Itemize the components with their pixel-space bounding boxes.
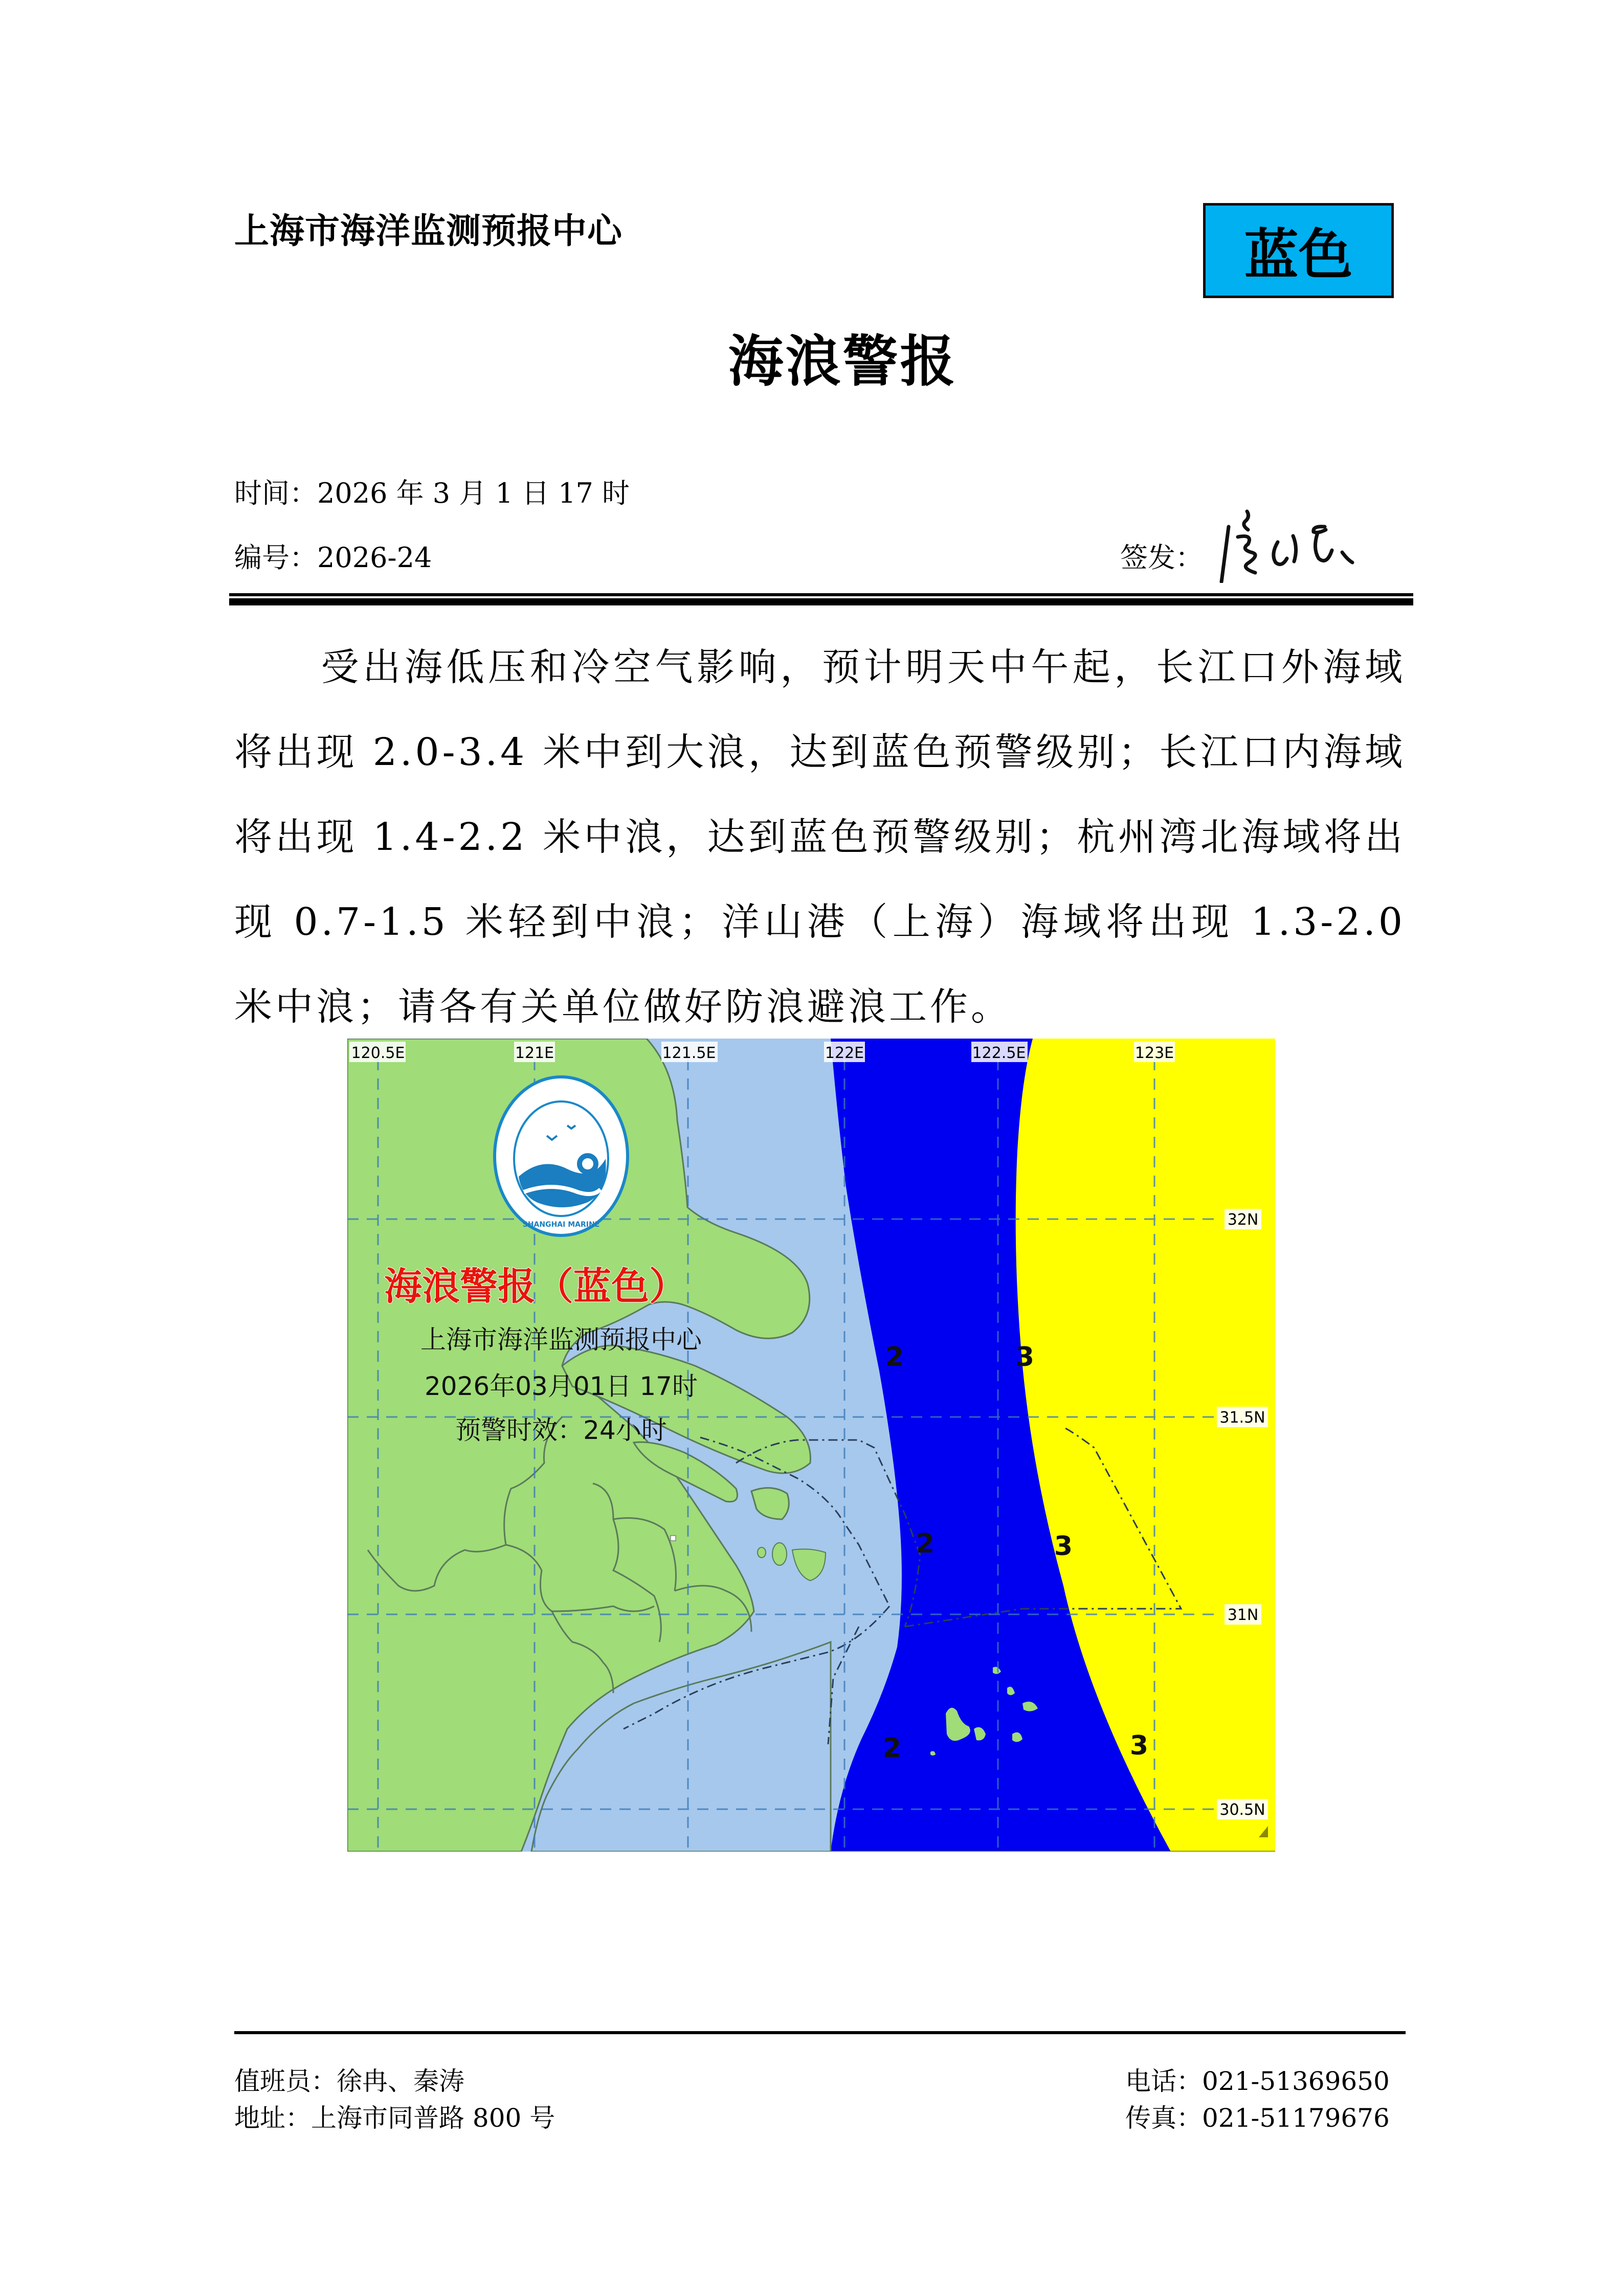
lon-label: 121E [515, 1044, 554, 1062]
lon-label: 122E [825, 1044, 864, 1062]
signer-label: 签发： [1120, 542, 1203, 574]
wave-label-2m: 2 [885, 1342, 904, 1372]
issue-time-value: 2026 年 3 月 1 日 17 时 [317, 477, 630, 509]
lat-label: 31N [1227, 1606, 1259, 1624]
warning-body-paragraph [234, 625, 1406, 1049]
document-number [234, 536, 432, 575]
wave-label-3m: 3 [1054, 1531, 1073, 1562]
warning-level-badge [1203, 203, 1394, 298]
fax-value: 021-51179676 [1202, 2103, 1390, 2133]
lon-label: 123E [1134, 1044, 1174, 1062]
lon-label: 120.5E [351, 1044, 405, 1062]
document-number-value: 2026-24 [317, 542, 432, 574]
wave-label-2m: 2 [882, 1733, 902, 1764]
lon-label: 122.5E [972, 1044, 1026, 1062]
wave-warning-map [347, 1039, 1275, 1852]
fax-label: 传真： [1125, 2103, 1202, 2133]
wave-label-2m: 2 [916, 1528, 935, 1559]
header-divider-thin [229, 593, 1413, 596]
lat-label: 30.5N [1219, 1801, 1265, 1819]
telephone-value: 021-51369650 [1202, 2066, 1390, 2096]
duty-label: 值班员： [234, 2066, 337, 2096]
org-name: 上海市海洋监测预报中心 [234, 211, 623, 252]
city-marker [671, 1536, 676, 1541]
duty-officers [234, 2061, 464, 2098]
telephone-label: 电话： [1125, 2066, 1202, 2096]
issue-time-label: 时间： [234, 477, 317, 509]
telephone [1125, 2061, 1390, 2098]
land-shoal [758, 1547, 766, 1558]
land-shoal [772, 1543, 787, 1565]
duty-value: 徐冉、秦涛 [337, 2066, 464, 2096]
organization-logo [495, 1077, 628, 1235]
address [234, 2098, 555, 2134]
map-overlay-validity: 预警时效：24小时 [455, 1415, 667, 1445]
map-overlay-org: 上海市海洋监测预报中心 [420, 1325, 702, 1355]
lon-label: 121.5E [662, 1044, 716, 1062]
lat-label: 32N [1227, 1211, 1259, 1229]
map-overlay-time: 2026年03月01日 17时 [424, 1371, 698, 1401]
header-divider-thick [229, 598, 1413, 605]
document-number-label: 编号： [234, 542, 317, 574]
wave-label-3m: 3 [1129, 1730, 1149, 1761]
lat-label: 31.5N [1219, 1409, 1265, 1427]
warning-level-label: 蓝色 [1244, 223, 1353, 286]
fax [1125, 2098, 1390, 2134]
address-value: 上海市同普路 800 号 [311, 2103, 555, 2133]
page-title: 海浪警报 [728, 330, 958, 394]
issue-time [234, 471, 630, 511]
map-overlay-title: 海浪警报（蓝色） [384, 1265, 687, 1309]
address-label: 地址： [234, 2103, 311, 2133]
warning-body-text: 受出海低压和冷空气影响，预计明天中午起，长江口外海域将出现 2.0-3.4 米中到大浪，达到蓝色预警级别；长江口内海域将出现 1.4-2.2 米中浪，达到蓝色预警级别；杭州湾北海域将出现 0.7-1.5 米轻到中浪；洋山港（上海）海域将出现 1.3-2.0 米中浪；请各有关单位做好防浪避浪工作。 [234, 645, 1406, 1029]
wave-label-3m: 3 [1015, 1342, 1035, 1372]
footer-divider [234, 2031, 1406, 2034]
handwritten-signature [1217, 506, 1401, 583]
logo-english-text: SHANGHAI MARINE [522, 1221, 600, 1229]
